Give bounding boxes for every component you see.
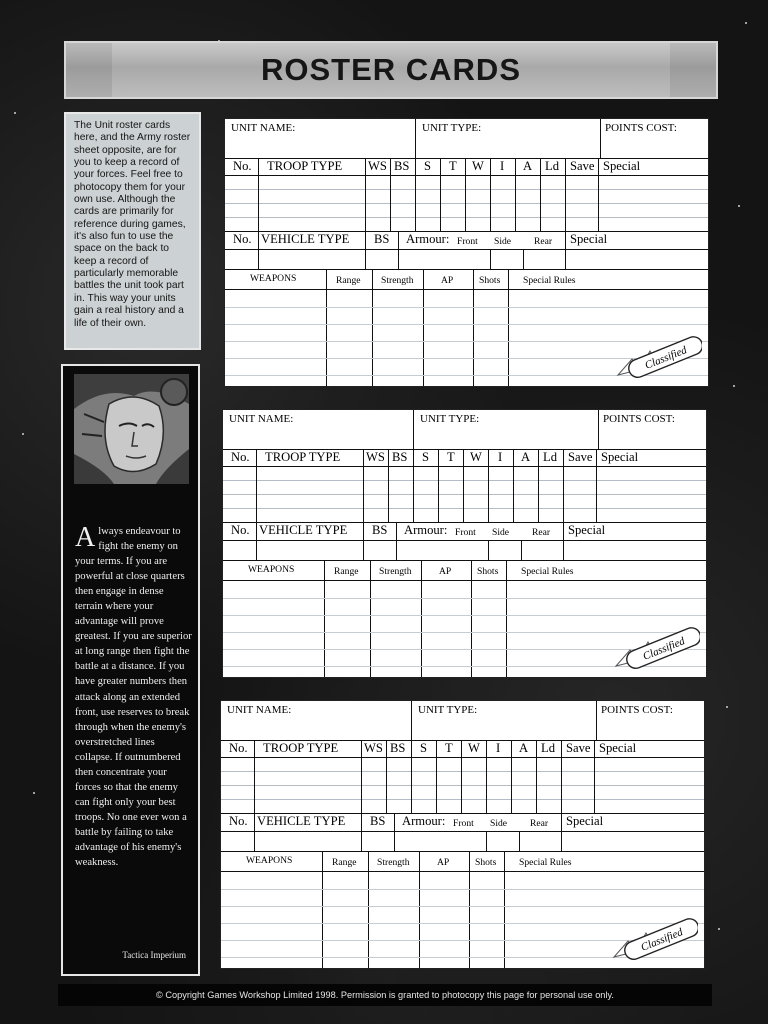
banner-ornament-right — [670, 43, 716, 97]
star — [733, 385, 735, 387]
title-banner — [64, 41, 718, 99]
banner-ornament-left — [66, 43, 112, 97]
troop-header-special: Special — [603, 159, 641, 173]
weapons-header-range: Range — [332, 857, 357, 868]
weapons-header-ap: AP — [439, 566, 452, 577]
troop-header-special: Special — [601, 450, 639, 464]
troop-header-no: No. — [229, 741, 248, 755]
classified-stamp — [614, 329, 702, 383]
vehicle-header-front: Front — [455, 527, 476, 538]
troop-header-ws: WS — [368, 159, 387, 173]
weapons-header-range: Range — [336, 275, 361, 286]
troop-header-a: A — [523, 159, 533, 173]
troop-header-i: I — [498, 450, 503, 464]
troop-header-type: TROOP TYPE — [267, 159, 343, 173]
troop-header-no: No. — [231, 450, 250, 464]
page-title: ROSTER CARDS — [260, 52, 521, 87]
troop-header-a: A — [521, 450, 531, 464]
vehicle-header-side: Side — [490, 818, 508, 829]
troop-header-type: TROOP TYPE — [265, 450, 341, 464]
weapons-header-shots: Shots — [479, 275, 501, 286]
troop-header-t: T — [447, 450, 455, 464]
vehicle-header-side: Side — [494, 236, 512, 247]
vehicle-header-front: Front — [457, 236, 478, 247]
intro-text: The Unit roster cards here, and the Army roster sheet opposite, are for you to keep a record of your forces. Feel free to photocopy them for your own use. Although the cards are primarily for reference during games, it's also fun to use the space on the back to keep a record of particularly memorable battles the unit took part in. This way your units gain a real history and a life of their own. — [74, 120, 191, 329]
star — [33, 792, 35, 794]
troop-header-s: S — [422, 450, 430, 464]
classified-stamp — [610, 911, 698, 965]
troop-header-save: Save — [566, 741, 591, 755]
weapons-header-shots: Shots — [477, 566, 499, 577]
star — [14, 112, 16, 114]
roster-card-1 — [224, 118, 709, 387]
copyright-text: © Copyright Games Workshop Limited 1998. Permission is granted to photocopy this page for personal use only. — [156, 990, 614, 1000]
weapons-header-ap: AP — [441, 275, 454, 286]
vehicle-header-front: Front — [453, 818, 474, 829]
troop-header-w: W — [472, 159, 484, 173]
points-cost-label: POINTS COST: — [601, 704, 673, 716]
weapons-header-special-rules: Special Rules — [519, 857, 572, 868]
troop-header-w: W — [470, 450, 482, 464]
quote-panel — [61, 364, 200, 976]
weapons-header-special-rules: Special Rules — [521, 566, 574, 577]
vehicle-header-bs: BS — [374, 232, 390, 246]
troop-header-ld: Ld — [543, 450, 557, 464]
space-marine-portrait — [74, 374, 189, 484]
troop-header-no: No. — [233, 159, 252, 173]
unit-name-label: UNIT NAME: — [231, 122, 296, 134]
troop-header-ld: Ld — [541, 741, 555, 755]
unit-type-label: UNIT TYPE: — [418, 704, 478, 716]
troop-header-type: TROOP TYPE — [263, 741, 339, 755]
quote-source: Tactica Imperium — [122, 950, 186, 960]
roster-card-3 — [220, 700, 705, 969]
weapons-header-special-rules: Special Rules — [523, 275, 576, 286]
troop-header-a: A — [519, 741, 529, 755]
quote-dropcap: A — [75, 522, 96, 553]
weapons-header-weapons: WEAPONS — [250, 273, 297, 284]
weapons-header-strength: Strength — [377, 857, 410, 868]
vehicle-header-rear: Rear — [532, 527, 551, 538]
troop-header-i: I — [500, 159, 505, 173]
unit-type-label: UNIT TYPE: — [420, 413, 480, 425]
star — [745, 22, 747, 24]
weapons-header-strength: Strength — [379, 566, 412, 577]
troop-header-s: S — [420, 741, 428, 755]
points-cost-label: POINTS COST: — [603, 413, 675, 425]
weapons-header-weapons: WEAPONS — [248, 564, 295, 575]
troop-header-save: Save — [570, 159, 595, 173]
vehicle-header-special: Special — [566, 814, 604, 828]
weapons-header-shots: Shots — [475, 857, 497, 868]
vehicle-header-rear: Rear — [530, 818, 549, 829]
troop-header-t: T — [449, 159, 457, 173]
troop-header-w: W — [468, 741, 480, 755]
weapons-header-ap: AP — [437, 857, 450, 868]
troop-header-bs: BS — [390, 741, 406, 755]
vehicle-header-special: Special — [570, 232, 608, 246]
star — [718, 928, 720, 930]
stamp-text: Classified — [639, 926, 685, 954]
vehicle-header-armour: Armour: — [404, 523, 448, 537]
quote-body — [75, 524, 193, 870]
vehicle-header-side: Side — [492, 527, 510, 538]
points-cost-label: POINTS COST: — [605, 122, 677, 134]
classified-stamp — [612, 620, 700, 674]
star — [22, 433, 24, 435]
troop-header-bs: BS — [394, 159, 410, 173]
troop-header-ws: WS — [364, 741, 383, 755]
roster-card-2 — [222, 409, 707, 678]
vehicle-header-armour: Armour: — [406, 232, 450, 246]
vehicle-header-bs: BS — [372, 523, 388, 537]
copyright-footer — [58, 984, 712, 1006]
weapons-header-weapons: WEAPONS — [246, 855, 293, 866]
troop-header-ws: WS — [366, 450, 385, 464]
stamp-text: Classified — [641, 635, 687, 663]
weapons-header-strength: Strength — [381, 275, 414, 286]
troop-header-save: Save — [568, 450, 593, 464]
vehicle-header-rear: Rear — [534, 236, 553, 247]
vehicle-header-no: No. — [233, 232, 252, 246]
star — [726, 706, 728, 708]
vehicle-header-type: VEHICLE TYPE — [257, 814, 346, 828]
unit-name-label: UNIT NAME: — [227, 704, 292, 716]
unit-name-label: UNIT NAME: — [229, 413, 294, 425]
unit-type-label: UNIT TYPE: — [422, 122, 482, 134]
troop-header-s: S — [424, 159, 432, 173]
troop-header-special: Special — [599, 741, 637, 755]
portrait-illustration — [74, 374, 189, 484]
star — [738, 205, 740, 207]
vehicle-header-no: No. — [231, 523, 250, 537]
troop-header-t: T — [445, 741, 453, 755]
quote-text: lways endeavour to fight the enemy on your terms. If you are powerful at close quarters then engage in dense terrain where your advantage will prove greatest. If you are superior at long range then fight the battle at a distance. If you have greater numbers then attack along an extended front, use reserves to break through when the enemy's overstretched lines collapse. If outnumbered then concentrate your forces so that the enemy can fight only your best troops. No one ever won a battle by failing to take advantage of his enemy's weakness. — [75, 526, 192, 869]
vehicle-header-type: VEHICLE TYPE — [259, 523, 348, 537]
vehicle-header-no: No. — [229, 814, 248, 828]
troop-header-i: I — [496, 741, 501, 755]
weapons-header-range: Range — [334, 566, 359, 577]
stamp-text: Classified — [643, 344, 689, 372]
vehicle-header-special: Special — [568, 523, 606, 537]
troop-header-bs: BS — [392, 450, 408, 464]
vehicle-header-type: VEHICLE TYPE — [261, 232, 350, 246]
vehicle-header-armour: Armour: — [402, 814, 446, 828]
intro-text-box — [64, 112, 201, 350]
vehicle-header-bs: BS — [370, 814, 386, 828]
troop-header-ld: Ld — [545, 159, 559, 173]
